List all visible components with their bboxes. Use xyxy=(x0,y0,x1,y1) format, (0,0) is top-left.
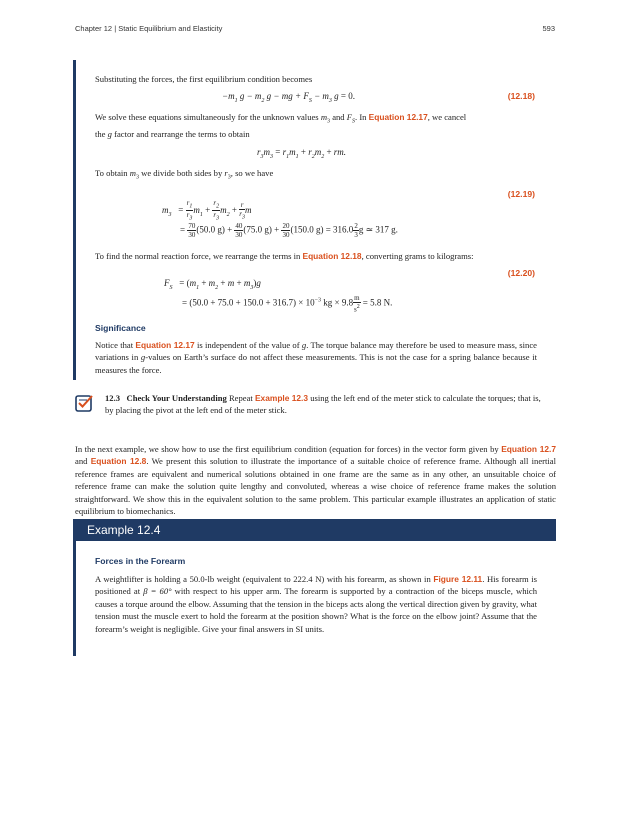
example-paragraph: A weightlifter is holding a 50.0-lb weight (equivalent to 222.4 N) with his forearm, as shown in Figure 12.11. His forearm is positioned at β = 60° with respect to his upper arm. The forearm is supported by a contraction of the biceps muscle, which causes a torque around the elbow. Assuming that the tension in the biceps acts along the vertical direction given by gravity, what tension must the muscle exert to hold the forearm at the position shown? What is the force on the elbow joint? Assume that the forearm’s weight is negligible. Give your final answers in SI units. xyxy=(95,574,537,634)
example-subtitle: Forces in the Forearm xyxy=(95,556,186,566)
significance-heading: Significance xyxy=(95,323,146,333)
example-title: Example 12.4 xyxy=(87,523,161,537)
intro-paragraph: In the next example, we show how to use the first equilibrium condition (equation for forces) in the vector form given by Equation 12.7 and Equation 12.8. We present this solution to illustrate the importance of a suitable choice of reference frame. Although all inertial reference frames are equivalent and numerical solutions obtained in one frame are the same as in any other, an unsuitable choice of reference frame can make the solution quite lengthy and convoluted, whereas a wise choice of reference frame makes the solution straightforward. We show this in the equivalent solution to the same problem. This particular example illustrates an application of static equilibrium to biomechanics. xyxy=(75,444,556,517)
example-banner xyxy=(73,519,556,541)
solution-side-bar xyxy=(73,60,76,380)
equation-link[interactable]: Equation 12.17 xyxy=(368,112,428,122)
check-understanding-paragraph: 12.3 Check Your Understanding Repeat Example 12.3 using the left end of the meter stick to calculate the torques; that is, by placing the pivot at the left end of the meter stick. xyxy=(105,393,541,416)
figure-link[interactable]: Figure 12.11 xyxy=(433,574,483,584)
equation-12-19-line2: = $\frac{70}{30}$ (50.0 g) + $\frac{40}{30}$ (75.0 g) + $\frac{20}{30}$ (150.0 g) = 316.0 $\frac{2}{3}$ g ≃ 317 g. xyxy=(180,222,398,239)
equation-link[interactable]: Equation 12.7 xyxy=(501,444,556,454)
solution-paragraph: Substituting the forces, the first equilibrium condition becomes xyxy=(95,74,313,84)
solution-paragraph: We solve these equations simultaneously for the unknown values $m_3$ and $F_S$. In Equation 12.17, we cancel the g factor and rearrange the terms to obtain xyxy=(95,112,467,140)
equation-12-20-line1: $F_S$ = $(m_1 + m_2 + m + m_3)g$ xyxy=(164,278,261,291)
equation-number: (12.20) xyxy=(507,268,535,278)
example-link[interactable]: Example 12.3 xyxy=(254,393,309,403)
equation-12-18: $-m_1$ $g - m_2$ g − mg + $F_S - m_3$ g = 0. xyxy=(222,91,355,104)
solution-paragraph: To obtain $m_3$ we divide both sides by $r_3$, so we have xyxy=(95,168,274,181)
equation-12-20-line2: = $(50.0 + 75.0 + 150.0 + 316.7) \times 10^{-3}$ kg × 9.8 $\frac{m}{s^2}$ = 5.8 N. xyxy=(182,294,393,314)
equation-12-19-line1: $m_3$ = $\frac{r_1}{r_3}$ $m_1$ + $\frac{r_2}{r_3}$ $m_2$ + $\frac{r}{r_3}$ m xyxy=(162,199,252,222)
check-understanding-icon xyxy=(75,393,95,413)
equation-link[interactable]: Equation 12.18 xyxy=(302,251,362,261)
solution-paragraph: To find the normal reaction force, we rearrange the terms in Equation 12.18, converting grams to kilograms: xyxy=(95,251,474,261)
significance-paragraph: Notice that Equation 12.17 is independent of the value of g. The torque balance may therefore be used to measure mass, since variations in g-values on Earth’s surface do not affect these measurements. This is not the case for a spring balance because it measures the force. xyxy=(95,340,537,375)
page-number: 593 xyxy=(542,24,555,33)
equation-number: (12.19) xyxy=(507,189,535,199)
equation-number: (12.18) xyxy=(507,91,535,101)
running-header-chapter: Chapter 12 | Static Equilibrium and Elasticity xyxy=(75,24,223,33)
equation-link[interactable]: Equation 12.17 xyxy=(135,340,195,350)
equation-link[interactable]: Equation 12.8 xyxy=(90,456,147,467)
equation-rearranged: $r_3m_3 = r_1m_1 + r_2m_2$ + rm. xyxy=(257,147,347,160)
